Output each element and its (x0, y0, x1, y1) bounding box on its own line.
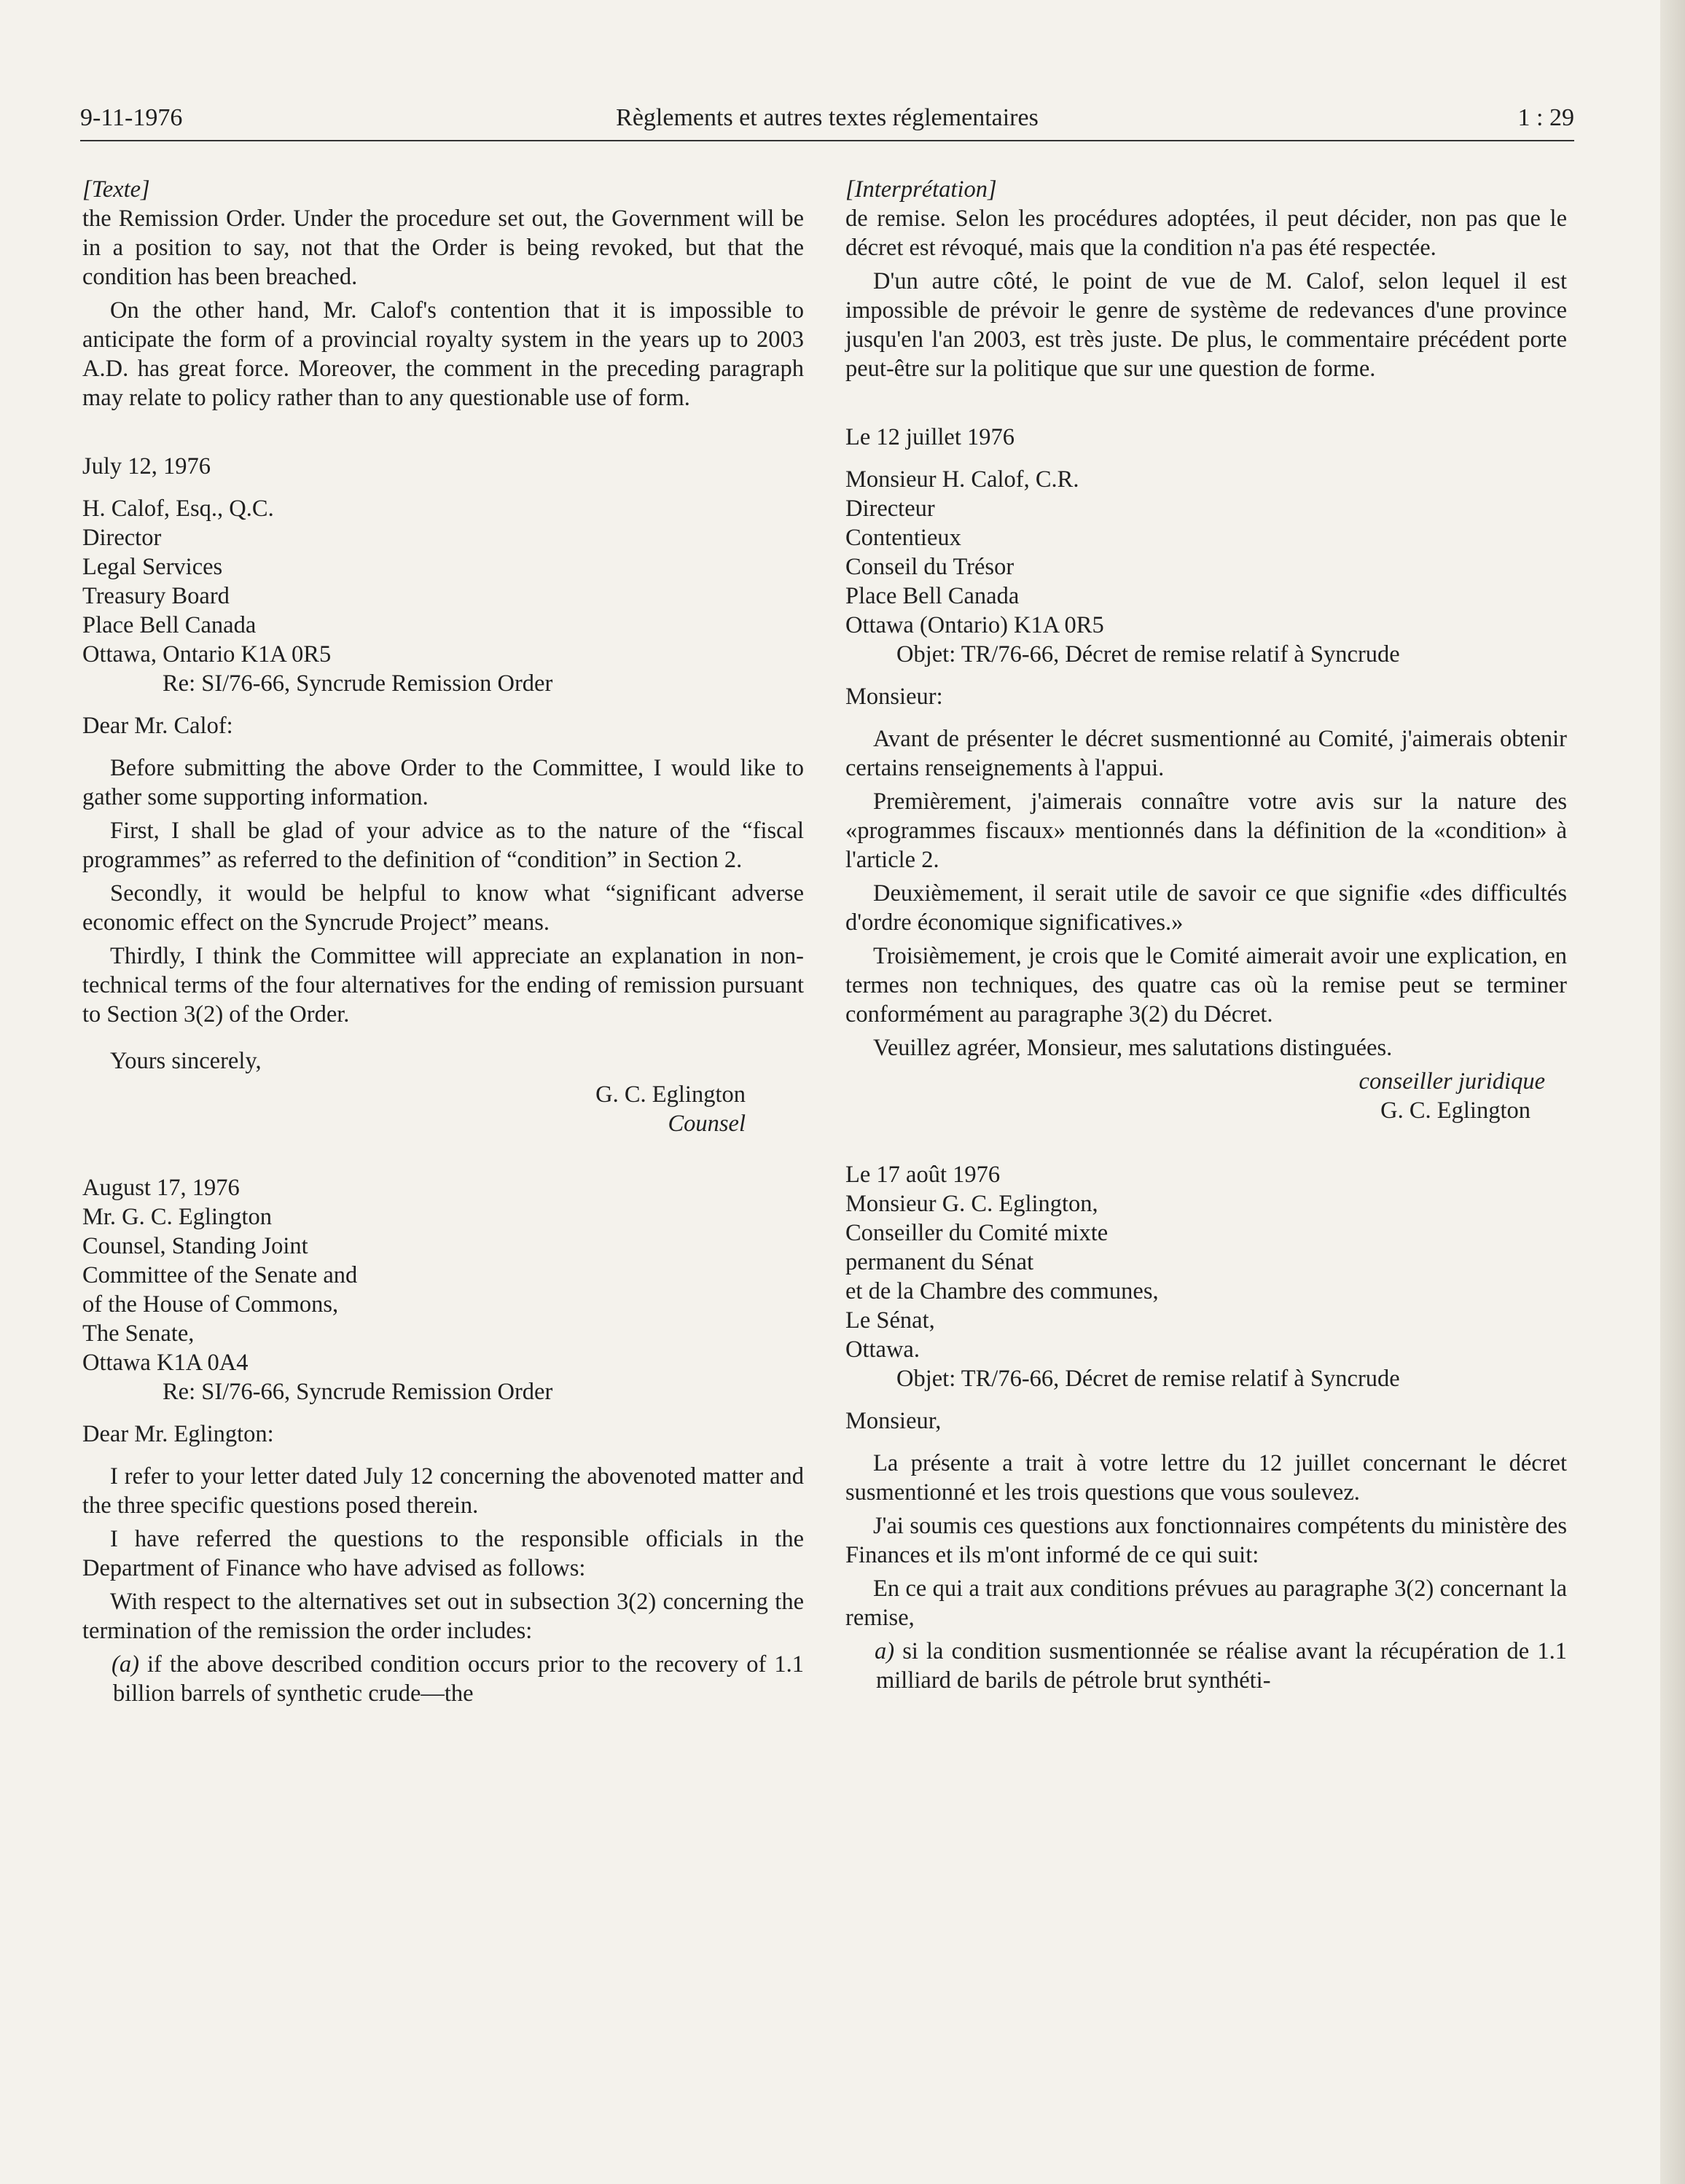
paragraph: First, I shall be glad of your advice as to the nature of the “fiscal programmes” as referred to the definition of “condition” in Section 2. (82, 818, 804, 873)
paragraph: Before submitting the above Order to the Committee, I would like to gather some supporting information. (82, 755, 804, 810)
letter-august-17-fr (845, 1160, 1567, 1695)
address-line: Place Bell Canada (82, 612, 257, 638)
paragraph: I refer to your letter dated July 12 concerning the abovenoted matter and the three specific questions posed therein. (82, 1463, 804, 1519)
letter-july-12-fr (845, 423, 1567, 1125)
address-line: Conseiller du Comité mixte (845, 1220, 1109, 1246)
salutation: Dear Mr. Eglington: (82, 1421, 274, 1447)
address-line: Contentieux (845, 525, 961, 551)
item-label: (a) (112, 1651, 139, 1678)
letter-subject: Objet: TR/76-66, Décret de remise relatif à Syncrude (896, 641, 1400, 668)
address-line: Mr. G. C. Eglington (82, 1204, 273, 1230)
paragraph: On the other hand, Mr. Calof's contention that it is impossible to anticipate the form of a provincial royalty system in the years up to 2003 A.D. has great force. Moreover, the comment in the preceding paragraph may relate to policy rather than to any questionable use of form. (82, 297, 804, 411)
address-line: Ottawa K1A 0A4 (82, 1350, 249, 1376)
letter-address (845, 1189, 1567, 1364)
salutation: Monsieur, (845, 1408, 942, 1434)
letter-subject: Re: SI/76-66, Syncrude Remission Order (163, 1379, 553, 1405)
letter-date: July 12, 1976 (82, 453, 211, 480)
paragraph: Thirdly, I think the Committee will appreciate an explanation in non-technical terms of the four alternatives for the ending of remission pursuant to Section 3(2) of the Order. (82, 943, 804, 1028)
header-page-number: 1 : 29 (1517, 104, 1574, 131)
header-rule (80, 140, 1574, 141)
header-title: Règlements et autres textes réglementaires (616, 104, 1039, 131)
address-line: The Senate, (82, 1320, 195, 1347)
address-line: Ottawa (Ontario) K1A 0R5 (845, 612, 1104, 638)
item-text: si la condition susmentionnée se réalise avant la récupération de 1.1 milliard de barils de pétrole brut synthéti- (876, 1638, 1567, 1694)
address-line: Directeur (845, 496, 935, 522)
paragraph: I have referred the questions to the responsible officials in the Department of Finance who have advised as follows: (82, 1526, 804, 1581)
letter-address (82, 1202, 804, 1377)
header-date: 9-11-1976 (80, 104, 183, 131)
paragraph: Troisièmement, je crois que le Comité aimerait avoir une explication, en termes non techniques, des quatre cas où la remise peut se terminer conformément au paragraphe 3(2) du Décret. (845, 943, 1567, 1028)
signature-title: Counsel (668, 1111, 746, 1137)
letter-address (845, 465, 1567, 640)
paragraph: the Remission Order. Under the procedure set out, the Government will be in a position to say, not that the Order is being revoked, but that the condition has been breached. (82, 206, 804, 290)
paragraph: Secondly, it would be helpful to know what “significant adverse economic effect on the Syncrude Project” means. (82, 880, 804, 936)
letter-subject: Objet: TR/76-66, Décret de remise relatif à Syncrude (896, 1366, 1400, 1392)
letter-july-12 (82, 452, 804, 1138)
letter-subject: Re: SI/76-66, Syncrude Remission Order (163, 670, 553, 697)
english-column (82, 175, 804, 1708)
address-line: Legal Services (82, 554, 223, 580)
closing: Yours sincerely, (110, 1048, 262, 1074)
running-header (80, 102, 1574, 138)
paragraph: D'un autre côté, le point de vue de M. Calof, selon lequel il est impossible de prévoir le genre de système de redevances d'une province jusqu'en l'an 2003, est très juste. De plus, le commentaire précédent porte peut-être sur la politique que sur une question de forme. (845, 268, 1567, 382)
language-tag: [Interprétation] (845, 176, 997, 203)
letter-date: August 17, 1976 (82, 1175, 240, 1201)
signature-title: conseiller juridique (1358, 1068, 1545, 1095)
address-line: Place Bell Canada (845, 583, 1020, 609)
letter-date: Le 12 juillet 1976 (845, 424, 1014, 450)
paragraph: Premièrement, j'aimerais connaître votre avis sur la nature des «programmes fiscaux» mentionnés dans la définition de la «condition» à l'article 2. (845, 788, 1567, 873)
address-line: permanent du Sénat (845, 1249, 1034, 1275)
address-line: of the House of Commons, (82, 1291, 339, 1318)
address-line: Conseil du Trésor (845, 554, 1014, 580)
list-item (845, 1637, 1567, 1695)
paragraph: de remise. Selon les procédures adoptées, il peut décider, non pas que le décret est révoqué, mais que la condition n'a pas été respectée. (845, 206, 1567, 261)
address-line: Monsieur G. C. Eglington, (845, 1191, 1098, 1217)
salutation: Dear Mr. Calof: (82, 713, 233, 739)
address-line: H. Calof, Esq., Q.C. (82, 496, 274, 522)
signature-name: G. C. Eglington (1380, 1097, 1530, 1124)
language-tag: [Texte] (82, 176, 150, 203)
closing: Veuillez agréer, Monsieur, mes salutations distinguées. (873, 1035, 1393, 1061)
address-line: Monsieur H. Calof, C.R. (845, 466, 1079, 493)
address-line: Treasury Board (82, 583, 230, 609)
page-edge (1660, 0, 1685, 2184)
paragraph: Avant de présenter le décret susmentionné au Comité, j'aimerais obtenir certains renseignements à l'appui. (845, 726, 1567, 781)
signature-name: G. C. Eglington (595, 1081, 746, 1108)
paragraph: With respect to the alternatives set out in subsection 3(2) concerning the termination of the remission the order includes: (82, 1589, 804, 1644)
address-line: Ottawa. (845, 1336, 920, 1363)
item-text: if the above described condition occurs prior to the recovery of 1.1 billion barrels of synthetic crude—the (113, 1651, 804, 1707)
address-line: Director (82, 525, 162, 551)
address-line: Le Sénat, (845, 1307, 935, 1334)
address-line: Counsel, Standing Joint (82, 1233, 308, 1259)
paragraph: La présente a trait à votre lettre du 12 juillet concernant le décret susmentionné et les trois questions que vous soulevez. (845, 1450, 1567, 1506)
address-line: Ottawa, Ontario K1A 0R5 (82, 641, 332, 668)
letter-address (82, 494, 804, 669)
french-column (845, 175, 1567, 1695)
paragraph: Deuxièmement, il serait utile de savoir ce que signifie «des difficultés d'ordre économique significatives.» (845, 880, 1567, 936)
salutation: Monsieur: (845, 684, 943, 710)
item-label: a) (875, 1638, 895, 1664)
address-line: et de la Chambre des communes, (845, 1278, 1159, 1304)
list-item (82, 1650, 804, 1708)
paragraph: J'ai soumis ces questions aux fonctionnaires compétents du ministère des Finances et ils m'ont informé de ce qui suit: (845, 1513, 1567, 1568)
letter-august-17 (82, 1173, 804, 1708)
paragraph: En ce qui a trait aux conditions prévues au paragraphe 3(2) concernant la remise, (845, 1576, 1567, 1631)
letter-date: Le 17 août 1976 (845, 1162, 1001, 1188)
address-line: Committee of the Senate and (82, 1262, 358, 1288)
